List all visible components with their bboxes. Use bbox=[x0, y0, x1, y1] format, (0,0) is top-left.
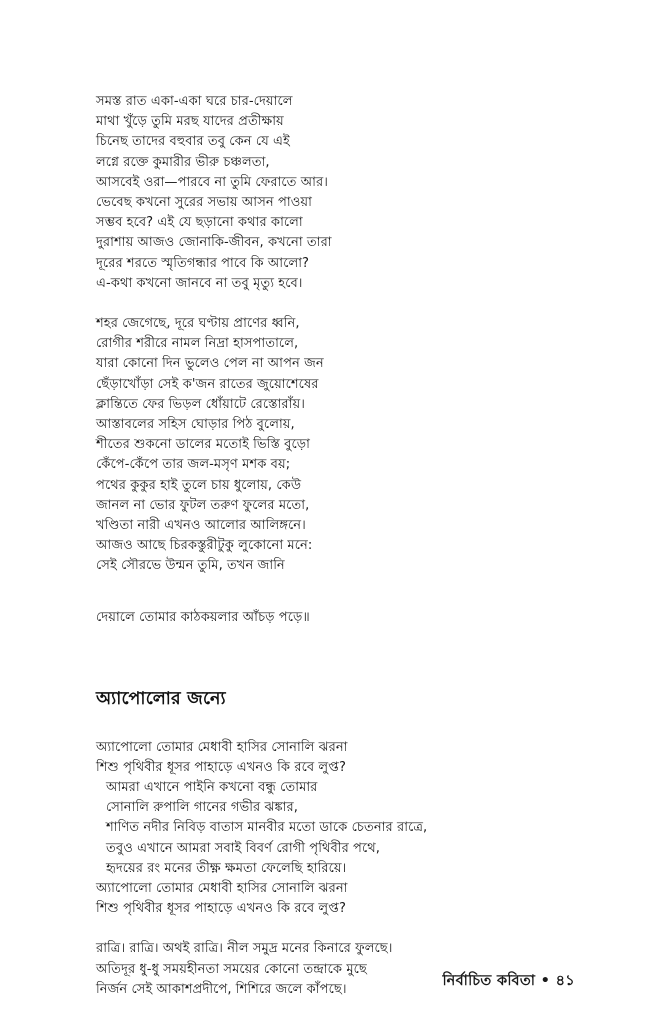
poem-line: পথের কুকুর হাই তুলে চায় ধুলোয়, কেউ bbox=[96, 477, 302, 493]
poem-line: শীতের শুকনো ডালের মতোই ভিস্তি বুড়ো bbox=[96, 437, 310, 453]
poem-line: এ-কথা কখনো জানবে না তবু মৃত্যু হবে। bbox=[96, 275, 303, 291]
poem-line: ছেঁড়াখোঁড়া সেই ক'জন রাতের জুয়োশেষের bbox=[96, 376, 319, 392]
poem-line: তবুও এখানে আমরা সবাই বিবর্ণ রোগী পৃথিবীর পথে, bbox=[106, 840, 380, 856]
poem-line: সোনালি রুপালি গানের গভীর ঝঙ্কার, bbox=[106, 800, 298, 816]
poem-line: আজও আছে চিরকস্তুরীটুকু লুকোনো মনে: bbox=[96, 538, 313, 554]
poem-line: রাত্রি। রাত্রি। অথই রাত্রি। নীল সমুদ্র মনের কিনারে ফুলছে। bbox=[96, 941, 393, 957]
poem-line: দূরের শরতে স্মৃতিগন্ধার পাবে কি আলো? bbox=[96, 255, 310, 271]
poem-line: শিশু পৃথিবীর ধূসর পাহাড়ে এখনও কি রবে লুপ্ত? bbox=[96, 759, 346, 775]
poem-line: শিশু পৃথিবীর ধূসর পাহাড়ে এখনও কি রবে লুপ্ত? bbox=[96, 901, 346, 917]
poem-line: চিনেছ তাদের বহুবার তবু কেন যে এই bbox=[96, 134, 290, 150]
poem-line: সম্ভব হবে? এই যে ছড়ানো কথার কালো bbox=[96, 215, 303, 231]
poem-line: রোগীর শরীরে নামল নিদ্রা হাসপাতালে, bbox=[96, 336, 299, 352]
poem-line: অ্যাপোলো তোমার মেধাবী হাসির সোনালি ঝরনা bbox=[96, 880, 348, 896]
poem-line: আস্তাবলের সহিস ঘোড়ার পিঠ বুলোয়, bbox=[96, 417, 295, 433]
poem-line: হৃদয়ের রং মনের তীক্ষ্ণ ক্ষমতা ফেলেছি হারিয়ে। bbox=[106, 860, 347, 876]
poem-line: নির্জন সেই আকাশপ্রদীপে, শিশিরে জলে কাঁপছে। bbox=[96, 981, 347, 997]
poem-line: কেঁপে-কেঁপে তার জল-মসৃণ মশক বয়; bbox=[96, 457, 291, 473]
stanza bbox=[96, 314, 576, 577]
poem-line: অ্যাপোলো তোমার মেধাবী হাসির সোনালি ঝরনা bbox=[96, 739, 348, 755]
stanza bbox=[96, 738, 576, 920]
poem-second bbox=[96, 688, 576, 1000]
poem-line: দেয়ালে তোমার কাঠকয়লার আঁচড় পড়ে॥ bbox=[96, 609, 310, 625]
stanza bbox=[96, 92, 576, 294]
poem-line: দুরাশায় আজও জোনাকি-জীবন, কখনো তারা bbox=[96, 235, 332, 251]
poem-line: জানল না ভোর ফুটল তরুণ ফুলের মতো, bbox=[96, 497, 310, 513]
poem-line: সমস্ত রাত একা-একা ঘরে চার-দেয়ালে bbox=[96, 94, 293, 109]
poem-line: ক্লান্তিতে ফের ভিড়ল ধোঁয়াটে রেস্তোরাঁয়। bbox=[96, 396, 305, 412]
poem-line: শাণিত নদীর নিবিড় বাতাস মানবীর মতো ডাকে চেতনার রাত্রে, bbox=[106, 820, 428, 836]
poem-first bbox=[96, 92, 576, 628]
footer-book-title-and-page: নির্বাচিত কবিতা • ৪১ bbox=[442, 973, 575, 989]
poem-line: আসবেই ওরা—পারবে না তুমি ফেরাতে আর। bbox=[96, 174, 329, 190]
poem-line: শহর জেগেছে, দূরে ঘণ্টায় প্রাণের ধ্বনি, bbox=[96, 316, 300, 332]
page-content bbox=[96, 92, 576, 1000]
poem-line: মাথা খুঁড়ে তুমি মরছ যাদের প্রতীক্ষায় bbox=[96, 114, 284, 130]
poem-line: খণ্ডিতা নারী এখনও আলোর আলিঙ্গনে। bbox=[96, 518, 306, 534]
poem-line: লগ্নে রক্তে কুমারীর ভীরু চঞ্চলতা, bbox=[96, 154, 270, 170]
poem-line: অতিদূর ধু-ধু সময়হীনতা সময়ের কোনো তন্দ্রাকে মুছে bbox=[96, 961, 367, 977]
poem-line: সেই সৌরভে উন্মন তুমি, তখন জানি bbox=[96, 558, 285, 574]
poem-line: আমরা এখানে পাইনি কখনো বন্ধু তোমার bbox=[106, 779, 318, 795]
stanza bbox=[96, 608, 576, 628]
stanza-spacer bbox=[96, 597, 576, 608]
poem-title: অ্যাপোলোর জন্যে bbox=[96, 688, 226, 709]
poem-line: যারা কোনো দিন ভুলেও পেল না আপন জন bbox=[96, 356, 324, 372]
page-footer bbox=[0, 970, 663, 994]
poem-line: ভেবেছ কখনো সুরের সভায় আসন পাওয়া bbox=[96, 195, 312, 211]
poem-spacer bbox=[96, 628, 576, 688]
